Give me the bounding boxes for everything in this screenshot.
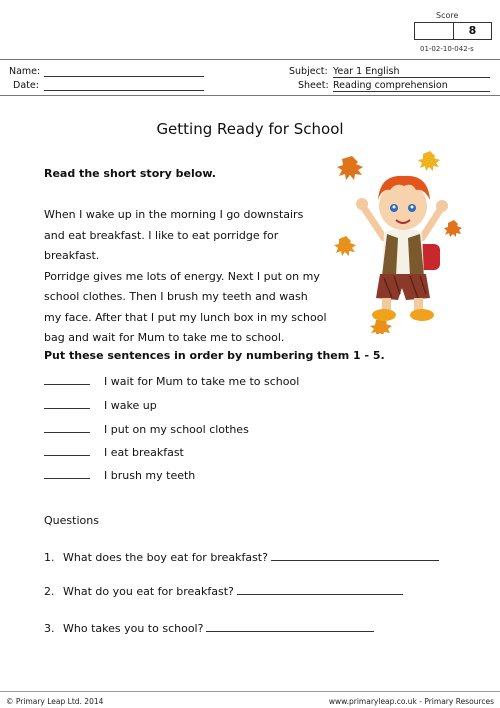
ordering-item-text: I eat breakfast: [104, 446, 184, 459]
header-top-rule: [0, 59, 500, 60]
story-text: [44, 205, 329, 349]
sheet-label: Sheet:: [298, 80, 329, 91]
name-field[interactable]: [44, 66, 204, 77]
questions-heading: Questions: [44, 514, 99, 527]
story-line: school clothes. Then I brush my teeth and wash: [44, 290, 308, 303]
date-label: Date:: [13, 80, 39, 91]
question-number: 1.: [44, 551, 55, 564]
answer-line[interactable]: [237, 584, 403, 595]
question-text: Who takes you to school?: [63, 622, 204, 635]
subject-label: Subject:: [289, 66, 328, 77]
answer-line[interactable]: [206, 621, 374, 632]
story-line: and eat breakfast. I like to eat porridge for breakfast.: [44, 228, 279, 262]
leaf-icon: [337, 156, 363, 180]
question-text: What do you eat for breakfast?: [63, 585, 234, 598]
ordering-item-text: I put on my school clothes: [104, 423, 249, 436]
number-blank[interactable]: [44, 408, 90, 409]
number-blank[interactable]: [44, 455, 90, 456]
story-line: my face. After that I put my lunch box in my school: [44, 310, 327, 324]
leaf-icon: [418, 151, 440, 171]
story-line: When I wake up in the morning I go downstairs: [44, 208, 304, 221]
date-field[interactable]: [44, 80, 204, 91]
answer-line[interactable]: [271, 550, 439, 561]
subject-value: Year 1 English: [333, 66, 490, 78]
question-item: [44, 621, 374, 635]
leaf-icon: [444, 220, 462, 237]
sheet-value: Reading comprehension: [333, 80, 490, 92]
boy-with-autumn-leaves-illustration: [332, 148, 468, 334]
leaf-icon: [334, 236, 356, 256]
footer-website-link[interactable]: www.primaryleap.co.uk - Primary Resources: [328, 697, 494, 706]
score-label: Score: [436, 11, 459, 20]
ordering-item-text: I wait for Mum to take me to school: [104, 375, 300, 388]
question-number: 3.: [44, 622, 55, 635]
sheet-code: 01-02-10-042-s: [420, 45, 474, 53]
ordering-item-text: I brush my teeth: [104, 469, 196, 482]
ordering-heading: Put these sentences in order by numbering them 1 - 5.: [44, 349, 385, 362]
score-value: 8: [468, 24, 477, 37]
number-blank[interactable]: [44, 432, 90, 433]
story-line: bag and wait for Mum to take me to school.: [44, 331, 285, 344]
number-blank[interactable]: [44, 478, 90, 479]
score-blank-cell: [415, 23, 454, 39]
number-blank[interactable]: [44, 384, 90, 385]
name-label: Name:: [9, 66, 41, 77]
score-box: [414, 22, 492, 40]
question-text: What does the boy eat for breakfast?: [63, 551, 268, 564]
ordering-item-text: I wake up: [104, 399, 157, 412]
story-heading: Read the short story below.: [44, 167, 216, 180]
header-bottom-rule: [0, 95, 500, 96]
question-number: 2.: [44, 585, 55, 598]
question-item: [44, 550, 439, 564]
page-title: Getting Ready for School: [156, 120, 344, 138]
footer-rule: [0, 691, 500, 692]
story-line: Porridge gives me lots of energy. Next I put on my: [44, 269, 320, 283]
footer-copyright: © Primary Leap Ltd. 2014: [6, 697, 104, 706]
question-item: [44, 584, 403, 598]
